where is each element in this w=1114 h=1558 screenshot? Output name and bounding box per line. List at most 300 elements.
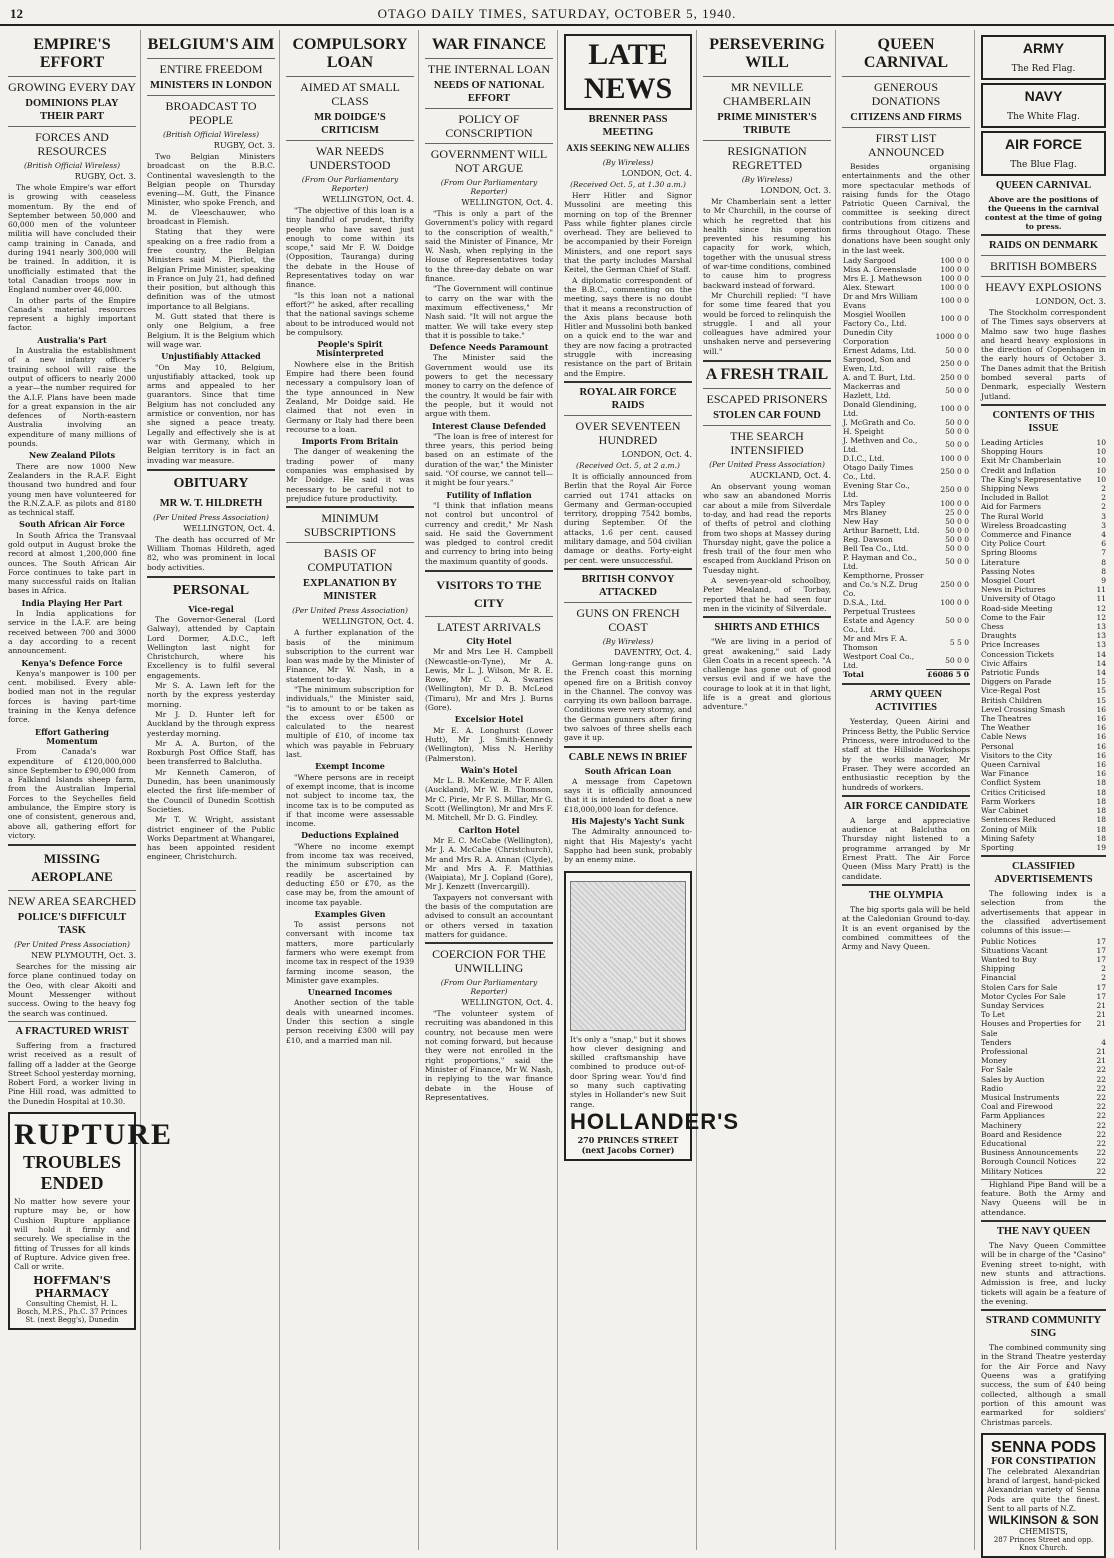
headline-raids-denmark: RAIDS ON DENMARK: [981, 234, 1106, 252]
index-row: [981, 668, 1106, 677]
index-row: [981, 834, 1106, 843]
donation-row: [842, 292, 970, 310]
donation-row: [842, 418, 970, 427]
index-item: Price Increases: [981, 640, 1040, 650]
paragraph: "Where persons are in receipt of exempt income, that is income not subject to income tax, the income tax is to be computed as if that income were assessable income.: [286, 772, 414, 829]
paragraph: The Navy Queen Committee will be in charge of the "Casino" Evening street to-night, with new stunts and attractions. Admission is free, and lucky tickets will again be a feature of the evening.: [981, 1241, 1106, 1306]
paragraph: German long-range guns on the French coast this morning opened fire on a British convoy in the Channel. The convoy was carrying its own balloon barrage. Conditions were very stormy, and the German gunners after firing two salvoes of three shells each gave it up.: [564, 658, 692, 743]
donor-name: D.I.C., Ltd.: [843, 453, 885, 463]
paragraph: "The volunteer system of recruiting was abandoned in this country, not because men were not coming forward, but because they were not enrolled in the right proportions," said the Minister of Finance, Mr W. Nash, in replying to the war finance debate in the House of Representatives.: [425, 1009, 553, 1102]
subhead: FIRST LIST ANNOUNCED: [842, 127, 970, 159]
donation-amount: 250 0 0: [940, 372, 969, 382]
donation-amount: 100 0 0: [940, 273, 969, 283]
headline-convoy: BRITISH CONVOY ATTACKED: [564, 568, 692, 599]
index-item: Shipping: [981, 964, 1015, 974]
donor-name: Dunedin City Corporation: [843, 327, 893, 346]
donor-name: Arthur Barnett, Ltd.: [843, 525, 920, 535]
section-heading: Unearned Incomes: [307, 987, 393, 998]
donation-row: [842, 526, 970, 535]
paragraph: Mr J. D. Hunter left for Auckland by the through express yesterday morning.: [147, 709, 275, 738]
headline-belgium: BELGIUM'S AIM: [147, 36, 275, 53]
donation-amount: 100 0 0: [940, 498, 969, 508]
index-row: [981, 475, 1106, 484]
paragraph: A diplomatic correspondent of the B.B.C., commenting on the meeting, says there is no doubt that it means a reconstruction of the Axis plans because both Hitler and Mussolini both banked on a quick end to the war and they are now facing a protracted struggle with increasing resistance on the part of Britain and the Empire.: [564, 275, 692, 378]
donation-amount: 100 0 0: [940, 255, 969, 265]
subhead: ENTIRE FREEDOM: [147, 58, 275, 76]
donation-amount: 50 0 0: [945, 534, 969, 544]
dateline: LONDON, Oct. 3.: [760, 186, 831, 195]
index-row: [981, 825, 1106, 834]
column-compulsory-loan: [282, 30, 419, 1550]
index-page: 15: [1096, 677, 1106, 687]
donation-amount: 100 0 0: [940, 453, 969, 463]
index-item: The Rural World: [981, 511, 1044, 521]
index-row: [981, 1056, 1106, 1065]
subhead: GOVERNMENT WILL NOT ARGUE: [425, 143, 553, 175]
donation-amount: 1000 0 0: [935, 332, 969, 342]
index-item: Shopping Hours: [981, 447, 1043, 457]
ad-headline: SENNA PODS: [990, 1438, 1097, 1456]
donation-amount: 50 0 0: [945, 345, 969, 355]
index-item: News in Pictures: [981, 585, 1046, 595]
index-item: Draughts: [981, 631, 1017, 641]
subhead: BROADCAST TO PEOPLE: [147, 95, 275, 127]
hotel-name: City Hotel: [466, 635, 512, 646]
index-row: [981, 631, 1106, 640]
column-index: [977, 30, 1110, 1553]
paragraph: Another section of the table deals with unearned incomes. Under this section a single person receiving £300 will pay £10, and a married man nil.: [286, 998, 414, 1045]
dateline: WELLINGTON, Oct. 4.: [322, 617, 414, 627]
index-item: Exit Mr Chamberlain: [981, 456, 1062, 466]
index-item: War Finance: [981, 769, 1029, 779]
subhead: CITIZENS AND FIRMS: [850, 112, 962, 123]
index-page: 6: [1101, 539, 1106, 549]
donation-amount: 50 0 0: [945, 525, 969, 535]
paragraph: A message from Capetown says it is officially announced that it is intended to float a new £18,000,000 loan for defence.: [564, 776, 692, 814]
donor-name: Lady Sargood: [843, 255, 896, 265]
donation-amount: 50 0 0: [945, 615, 969, 625]
index-item: Queen Carnival: [981, 760, 1041, 770]
rupture-advertisement[interactable]: [8, 1112, 174, 1330]
index-item: Money: [981, 1056, 1007, 1066]
paragraph: The Governor-General (Lord Galway), attended by Captain Lord Dormer, A.D.C., left Wellington last night for Christchurch, where his Excellency is to fulfil several engagements.: [147, 614, 275, 680]
index-page: 4: [1101, 530, 1106, 539]
column-war-finance: [421, 30, 558, 1550]
index-page: 22: [1096, 1120, 1106, 1130]
subhead: MR DOIDGE'S CRITICISM: [314, 112, 386, 136]
index-row: [981, 1102, 1106, 1111]
donor-name: Mosgiel Woollen Factory Co., Ltd.: [843, 309, 907, 328]
index-row: [981, 1130, 1106, 1139]
donor-name: Bell Tea Co., Ltd.: [843, 543, 909, 553]
index-row: [981, 705, 1106, 714]
index-page: 11: [1096, 594, 1106, 604]
index-item: Aid for Farmers: [981, 502, 1041, 512]
index-page: 16: [1096, 714, 1106, 724]
index-page: 13: [1096, 631, 1106, 641]
index-page: 10: [1096, 456, 1106, 466]
index-row: [981, 1019, 1106, 1037]
ad-subheadline: FOR CONSTIPATION: [990, 1456, 1097, 1467]
paragraph: The death has occurred of Mr William Thomas Hildreth, aged 82, who was prominent in local body activities.: [147, 534, 275, 572]
donation-amount: 100 0 0: [940, 264, 969, 274]
index-item: Public Notices: [981, 936, 1037, 946]
index-page: 2: [1101, 493, 1106, 503]
index-page: 4: [1101, 1037, 1106, 1047]
donation-row: [842, 310, 970, 328]
subhead: GUNS ON FRENCH COAST: [564, 602, 692, 634]
index-row: [981, 640, 1106, 649]
flag-army: [981, 35, 1106, 80]
section-heading: People's Spirit Misinterpreted: [316, 339, 384, 359]
ad-body: No matter how severe your rupture may be, or how Cushion Rupture appliance will hold it firmly and securely. We specialise in the fitting of Trusses for all kinds of Rupture. Advice given free. Call or write.: [14, 1197, 130, 1272]
index-item: Machinery: [981, 1120, 1022, 1130]
index-page: 21: [1096, 1001, 1106, 1011]
index-item: Included in Ballot: [981, 493, 1049, 503]
ad-headline: RUPTURE: [14, 1118, 174, 1152]
index-page: 22: [1096, 1102, 1106, 1112]
subhead: RESIGNATION REGRETTED: [703, 140, 831, 172]
index-item: Credit and Inflation: [981, 465, 1056, 475]
subhead: NEW AREA SEARCHED: [8, 890, 136, 908]
paragraph: Mr S. A. Lawn left for the north by the express yesterday morning.: [147, 681, 275, 709]
byline: (From Our Parliamentary Reporter): [301, 175, 399, 193]
index-page: 2: [1101, 483, 1106, 493]
headline-brenner: BRENNER PASS MEETING: [588, 114, 668, 138]
index-page: 21: [1096, 1019, 1106, 1029]
index-item: Sunday Services: [981, 1001, 1044, 1011]
index-page: 19: [1096, 842, 1106, 852]
index-page: 22: [1096, 1083, 1106, 1093]
index-item: Zoning of Milk: [981, 824, 1037, 834]
headline-war-finance: WAR FINANCE: [431, 36, 547, 53]
paragraph: The Stockholm correspondent of The Times says observers at Malmo saw two huge flashes and heard heavy explosions in the direction of Copenhagen in the early hours of October 3. The Danes admit that the British bombed several parts of Denmark, especially Western Jutland.: [981, 308, 1106, 401]
subhead: MR NEVILLE CHAMBERLAIN: [703, 76, 831, 108]
index-page: 16: [1096, 704, 1106, 714]
donor-name: Perpetual Trustees Estate and Agency Co., Ltd.: [843, 606, 916, 634]
index-item: Spring Blooms: [981, 548, 1037, 558]
paragraph: A large and appreciative audience at Balclutha on Thursday night listened to a programme arranged by Mr Ernest Pratt. The Air Force Queen (Miss Mary Pratt) is the candidate.: [842, 815, 970, 881]
index-row: [981, 983, 1106, 992]
fashion-photo: [570, 881, 686, 1031]
headline-visitors: VISITORS TO THE CITY: [425, 570, 553, 612]
section-heading: Kenya's Defence Force: [21, 657, 123, 668]
index-row: [981, 973, 1106, 982]
paragraph: There are now 1000 New Zealanders in the R.A.F. Eight thousand two hundred and four young men have volunteered for the R.N.Z.A.F. as pilots and 8180 as technical staff.: [8, 461, 136, 518]
column-chamberlain: [699, 30, 836, 1550]
index-item: Board and Residence: [981, 1129, 1062, 1139]
section-heading: Exempt Income: [315, 761, 385, 772]
index-page: 22: [1096, 1065, 1106, 1075]
headline-minimum-subscriptions: MINIMUM SUBSCRIPTIONS: [286, 506, 414, 539]
donor-name: Mr and Mrs F. A. Thomson: [843, 633, 908, 652]
index-row: [981, 946, 1106, 955]
index-row: [981, 696, 1106, 705]
index-page: 3: [1101, 511, 1106, 521]
index-page: 18: [1096, 815, 1106, 825]
subhead: HEAVY EXPLOSIONS: [981, 276, 1106, 294]
total-amount: £6086 5 0: [927, 670, 969, 680]
index-row: [981, 493, 1106, 502]
index-item: The King's Representative: [981, 474, 1082, 484]
section-heading: Interest Clause Defended: [431, 420, 547, 431]
ad-shop-name: HOLLANDER'S: [570, 1108, 740, 1134]
subhead: EXPLANATION BY MINISTER: [302, 578, 398, 603]
senna-advertisement[interactable]: [981, 1433, 1106, 1558]
index-page: 2: [1101, 964, 1106, 974]
index-page: 3: [1101, 520, 1106, 530]
dateline: WELLINGTON, Oct. 4.: [461, 198, 553, 207]
index-item: Houses and Properties for Sale: [981, 1019, 1081, 1038]
section-heading: Unjustifiably Attacked: [161, 351, 261, 362]
section-heading: His Majesty's Yacht Sunk: [571, 816, 685, 827]
index-item: Road-side Meeting: [981, 603, 1053, 613]
index-page: 22: [1096, 1148, 1106, 1158]
index-page: 22: [1096, 1166, 1106, 1176]
index-row: [981, 539, 1106, 548]
index-row: [981, 613, 1106, 622]
dateline: AUCKLAND, Oct. 4.: [750, 471, 831, 481]
index-row: [981, 622, 1106, 631]
paragraph: Mr T. W. Wright, assistant district engineer of the Public Works Department at Whangarei, has been appointed resident engineer, Christchurch.: [147, 815, 275, 862]
donation-row: [842, 346, 970, 355]
index-item: City Police Court: [981, 539, 1046, 549]
index-item: Literature: [981, 557, 1020, 567]
index-row: [981, 1047, 1106, 1056]
paragraph: In other parts of the Empire Canada's material resources represent a highly important factor.: [8, 295, 136, 333]
index-row: [981, 806, 1106, 815]
index-item: Passing Notes: [981, 566, 1035, 576]
index-item: Visitors to the City: [981, 750, 1053, 760]
index-item: Musical Instruments: [981, 1093, 1060, 1103]
subhead: LATEST ARRIVALS: [425, 616, 553, 634]
index-row: [981, 466, 1106, 475]
subhead: AIMED AT SMALL CLASS: [286, 76, 414, 108]
index-row: [981, 723, 1106, 732]
byline: (From Our Parliamentary Reporter): [440, 978, 538, 997]
paragraph: A seven-year-old schoolboy, Peter Mealand, of Torbay, reported that he had seen four men in the vicinity of Silverdale.: [703, 576, 831, 613]
donor-name: Mrs Blaney: [843, 507, 887, 517]
donor-name: New Hay: [843, 516, 879, 526]
paragraph: "The minimum subscription for individuals," the Minister said, "is to amount to or be taken as the excess over £500 or calculated to the nearest multiple of £10, of income tax which was payable in February last.: [286, 684, 414, 760]
ad-shop-name: WILKINSON & SON: [988, 1513, 1099, 1528]
index-page: 13: [1096, 640, 1106, 650]
index-row: [981, 456, 1106, 465]
index-row: [981, 964, 1106, 973]
paragraph: Mr Churchill replied: "I have for some time feared that you would be forced to relinquish the struggle. I and all your colleagues have admired your unshaken nerve and persevering will.": [703, 290, 831, 356]
hollanders-advertisement[interactable]: [564, 871, 740, 1161]
donation-row: [842, 265, 970, 274]
index-row: [981, 502, 1106, 511]
donation-row: [842, 355, 970, 373]
dateline: LONDON, Oct. 3.: [1035, 297, 1106, 306]
donor-name: Donald Glendining, Ltd.: [843, 399, 917, 418]
paragraph: Suffering from a fractured wrist received as a result of falling off a ladder at the George Street School yesterday morning, Robert Ford, a worker living in Pine Hill road, was admitted to the Dunedin Hospital at 10.30.: [8, 1040, 136, 1106]
donor-name: P. Hayman and Co., Ltd.: [843, 552, 917, 571]
index-page: 8: [1101, 557, 1106, 567]
index-row: [981, 677, 1106, 686]
carnival-label: QUEEN CARNIVAL: [995, 180, 1092, 191]
index-item: Vice-Regal Post: [981, 686, 1041, 696]
received-time: (Received Oct. 5, at 1.30 a.m.): [570, 180, 686, 189]
index-page: 17: [1096, 991, 1106, 1001]
dateline: RUGBY, Oct. 3.: [74, 172, 136, 181]
index-page: 22: [1096, 1157, 1106, 1167]
paragraph: In Australia the establishment of a new infantry officer's training school will raise the output of officers to nearly 2000 a year—the number required for the A.I.F. Plans have been made for a great expansion in the air defences of North-eastern Australia involving an expenditure of many millions of pounds.: [8, 346, 136, 449]
section-heading: Vice-regal: [188, 603, 234, 614]
donation-row: [842, 256, 970, 265]
index-row: [981, 751, 1106, 760]
index-page: 17: [1096, 945, 1106, 955]
index-row: [981, 714, 1106, 723]
index-item: Level Crossing Smash: [981, 704, 1066, 714]
subhead: THE INTERNAL LOAN: [425, 58, 553, 76]
index-item: Diggers on Parade: [981, 677, 1052, 687]
subhead: BASIS OF COMPUTATION: [286, 542, 414, 574]
paragraph: "Is this loan not a national effort?" he asked, after recalling that the national savings scheme about to be introduced would not be compulsory.: [286, 290, 414, 337]
index-row: [981, 1093, 1106, 1102]
donor-name: J. Methven and Co., Ltd.: [843, 435, 918, 454]
byline: (By Wireless): [602, 158, 654, 167]
paragraph: The big sports gala will be held at the Caledonian Ground to-day. It is an event organised by the combined committees of the Army and Navy Queen.: [842, 904, 970, 952]
headline-coercion: COERCION FOR THE UNWILLING: [425, 942, 553, 975]
index-row: [981, 815, 1106, 824]
index-page: 17: [1096, 936, 1106, 946]
donor-name: Otago Daily Times Co., Ltd.: [843, 462, 914, 481]
donor-name: Evening Star Co., Ltd.: [843, 480, 910, 499]
subhead: GENEROUS DONATIONS: [842, 76, 970, 108]
headline-shirts-ethics: SHIRTS AND ETHICS: [703, 616, 831, 634]
paragraph: The danger of weakening the trading power of many companies was emphasised by Mr Doidge. He said it was necessary to be careful not to prejudice future productivity.: [286, 447, 414, 503]
section-heading: Australia's Part: [37, 334, 107, 345]
index-item: Financial: [981, 973, 1017, 983]
donation-amount: 100 0 0: [940, 296, 969, 306]
index-item: Professional: [981, 1047, 1028, 1057]
donation-amount: 25 0 0: [945, 507, 969, 517]
index-item: Farm Appliances: [981, 1111, 1045, 1121]
subhead: STOLEN CAR FOUND: [713, 410, 821, 422]
column-late-news: [560, 30, 740, 1550]
index-row: [981, 1065, 1106, 1074]
headline-empire: EMPIRE'S EFFORT: [33, 36, 111, 71]
subhead: FORCES AND RESOURCES: [8, 126, 136, 158]
index-item: Civic Affairs: [981, 658, 1028, 668]
donation-amount: 250 0 0: [940, 467, 969, 477]
donation-row: [842, 535, 970, 544]
ad-address: 270 PRINCES STREET (next Jacobs Corner): [577, 1134, 679, 1155]
paragraph: Nowhere else in the British Empire had there been found necessary a compulsory loan of the type announced in New Zealand, Mr Doidge said. He claimed that not even in Germany or Italy had there been recourse to a loan.: [286, 359, 414, 434]
index-page: 10: [1096, 447, 1106, 457]
index-page: 9: [1101, 576, 1106, 586]
paragraph: The following index is a selection from the advertisements that appear in the classified advertisement columns of this issue:—: [981, 889, 1106, 936]
donation-amount: 250 0 0: [940, 359, 969, 369]
flag-label: NAVY: [1024, 88, 1063, 104]
index-page: 16: [1096, 732, 1106, 742]
donor-name: Mrs Tapley: [843, 498, 886, 508]
byline: (British Official Wireless): [23, 161, 121, 170]
index-item: Motor Cycles For Sale: [981, 991, 1066, 1001]
donations-table: [842, 256, 970, 680]
donation-amount: 50 0 0: [945, 426, 969, 436]
index-page: 17: [1096, 955, 1106, 964]
index-item: To Let: [981, 1010, 1005, 1020]
index-item: Borough Council Notices: [981, 1157, 1077, 1167]
index-row: [981, 594, 1106, 603]
flag-navy: [981, 83, 1106, 128]
flag-label: AIR FORCE: [1005, 136, 1082, 152]
donor-name: Dr and Mrs William Evans: [843, 291, 918, 310]
dateline: NEW PLYMOUTH, Oct. 3.: [31, 951, 136, 961]
total-label: Total: [843, 670, 864, 680]
headline-army-queen: ARMY QUEEN ACTIVITIES: [842, 683, 970, 714]
index-page: 13: [1096, 622, 1106, 632]
paragraph: Besides organising entertainments and the other more spectacular methods of raising funds for the Otago Patriotic Queen Carnival, the committee is seeking direct contributions from citizens and firms throughout Otago. These donations have been sought only in the last week.: [842, 162, 970, 255]
donor-name: Kempthorne, Prosser and Co.'s N.Z. Drug Co.: [843, 570, 924, 598]
donation-row: [842, 508, 970, 517]
index-page: 14: [1096, 658, 1106, 668]
donation-row: [842, 283, 970, 292]
index-page: 10: [1096, 437, 1106, 447]
index-page: 15: [1096, 695, 1106, 705]
column-empire: [4, 30, 174, 1550]
ad-role: CHEMISTS,: [1019, 1527, 1068, 1537]
section-heading: Futility of Inflation: [446, 489, 532, 500]
index-item: Patriotic Funds: [981, 668, 1040, 678]
headline-navy-queen: THE NAVY QUEEN: [981, 1220, 1106, 1238]
headline-fractured-wrist: A FRACTURED WRIST: [8, 1021, 136, 1038]
index-row: [981, 686, 1106, 695]
index-page: 22: [1096, 1074, 1106, 1084]
dateline: LONDON, Oct. 4.: [621, 169, 692, 178]
index-row: [981, 1121, 1106, 1130]
ad-subheadline: TROUBLES ENDED: [22, 1152, 122, 1194]
donation-amount: 100 0 0: [940, 404, 969, 414]
paragraph: "I think that inflation means not control but uncontrol of currency and credit," Mr Nash said. He said the Government was pledged to control credit and currency to bring into being the maximum quantity of goods.: [425, 500, 553, 566]
index-item: The Weather: [981, 723, 1030, 733]
index-item: Sporting: [981, 842, 1015, 852]
section-heading: New Zealand Pilots: [28, 450, 116, 461]
index-page: 16: [1096, 741, 1106, 751]
index-row: [981, 1111, 1106, 1120]
donations-total-row: [842, 670, 970, 680]
donation-row: [842, 652, 970, 670]
index-page: 21: [1096, 1047, 1106, 1057]
index-row: [981, 604, 1106, 613]
index-page: 18: [1096, 806, 1106, 816]
index-row: [981, 650, 1106, 659]
index-page: 10: [1096, 474, 1106, 484]
index-page: 14: [1096, 649, 1106, 659]
index-row: [981, 732, 1106, 741]
index-row: [981, 992, 1106, 1001]
article-body: [8, 183, 136, 840]
donor-name: Miss A. Greenslade: [843, 264, 917, 274]
donation-amount: 50 0 0: [945, 557, 969, 567]
donor-name: J. McGrath and Co.: [843, 417, 916, 427]
flag-sub: The White Flag.: [1007, 112, 1080, 122]
paragraph: "This is only a part of the Government's policy with regard to the conscription of wealth," said the Minister of Finance, Mr W. Nash, when replying in the House of Representatives today to the three-day debate on war finance.: [425, 209, 553, 284]
index-item: Personal: [981, 741, 1014, 751]
donation-amount: 50 0 0: [945, 386, 969, 396]
index-item: Shipping News: [981, 483, 1039, 493]
index-row: [981, 742, 1106, 751]
paragraph: The Admiralty announced to-night that His Majesty's yacht Sappho had been sunk, probably by an enemy mine.: [564, 827, 692, 865]
index-page: 22: [1096, 1093, 1106, 1103]
ad-caption: It's only a "snap," but it shows how clever designing and skilled craftsmanship have combined to produce out-of-door Spring wear. You'd find so many such captivating styles in Hollander's new Suit range.: [570, 1034, 686, 1109]
subhead: AXIS SEEKING NEW ALLIES: [566, 143, 690, 153]
index-row: [981, 548, 1106, 557]
dateline: WELLINGTON, Oct. 4.: [461, 998, 553, 1008]
